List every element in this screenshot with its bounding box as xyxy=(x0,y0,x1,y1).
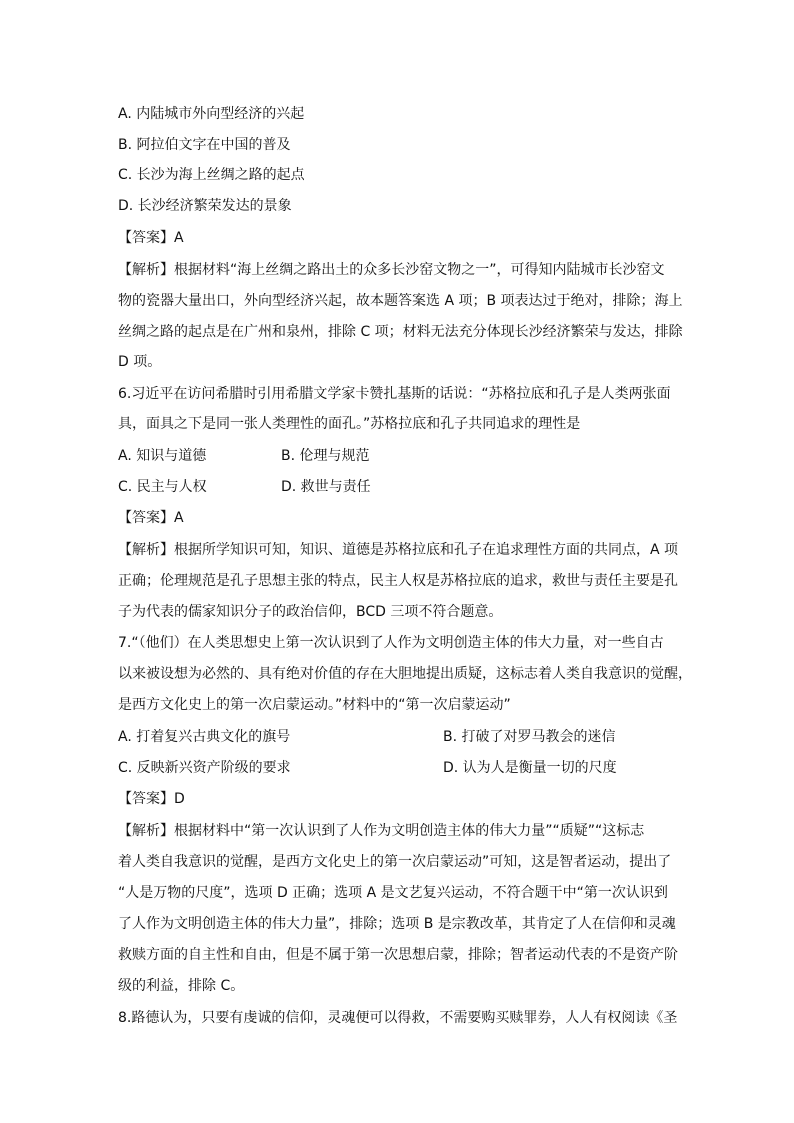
q5-answer: 【答案】A xyxy=(118,230,184,246)
q5-option-a: A. 内陆城市外向型经济的兴起 xyxy=(118,106,305,122)
q6-option-a: A. 知识与道德 xyxy=(118,448,207,464)
q6-stem-line: 6.习近平在访问希腊时引用希腊文学家卡赞扎基斯的话说：“苏格拉底和孔子是人类两张面 xyxy=(118,386,671,402)
q6-analysis-line: 正确；伦理规范是孔子思想主张的特点，民主人权是苏格拉底的追求，救世与责任主要是孔 xyxy=(118,573,678,589)
q7-analysis-line: 级的利益，排除 C。 xyxy=(118,978,245,994)
q7-stem-line: 7.“（他们）在人类思想史上第一次认识到了人作为文明创造主体的伟大力量，对一些自古 xyxy=(118,635,664,651)
q7-option-d: D. 认为人是衡量一切的尺度 xyxy=(443,760,617,776)
q7-analysis-line: 着人类自我意识的觉醒，是西方文化史上的第一次启蒙运动”可知，这是智者运动，提出了 xyxy=(118,854,672,870)
q7-option-b: B. 打破了对罗马教会的迷信 xyxy=(443,729,616,745)
q6-option-c: C. 民主与人权 xyxy=(118,479,207,495)
q5-option-b: B. 阿拉伯文字在中国的普及 xyxy=(118,137,291,153)
q7-option-a: A. 打着复兴古典文化的旗号 xyxy=(118,729,291,745)
q6-answer: 【答案】A xyxy=(118,510,184,526)
q6-analysis-line: 【解析】根据所学知识可知，知识、道德是苏格拉底和孔子在追求理性方面的共同点，A 项 xyxy=(118,542,679,558)
q6-analysis-line: 子为代表的儒家知识分子的政治信仰，BCD 三项不符合题意。 xyxy=(118,604,503,620)
q6-stem-line: 具，面具之下是同一张人类理性的面孔。”苏格拉底和孔子共同追求的理性是 xyxy=(118,416,581,432)
q5-option-c: C. 长沙为海上丝绸之路的起点 xyxy=(118,167,305,183)
q5-analysis-line: 【解析】根据材料“海上丝绸之路出土的众多长沙窑文物之一”，可得知内陆城市长沙窑文 xyxy=(118,262,665,278)
q7-option-c: C. 反映新兴资产阶级的要求 xyxy=(118,760,291,776)
q7-stem-line: 是西方文化史上的第一次启蒙运动。”材料中的“第一次启蒙运动” xyxy=(118,697,511,713)
q7-analysis-line: 救赎方面的自主性和自由，但是不属于第一次思想启蒙，排除；智者运动代表的不是资产阶 xyxy=(118,947,678,963)
q5-analysis-line: D 项。 xyxy=(118,354,162,370)
q5-analysis-line: 物的瓷器大量出口，外向型经济兴起，故本题答案选 A 项；B 项表达过于绝对，排除；海上 xyxy=(118,293,683,309)
q7-answer: 【答案】D xyxy=(118,791,185,807)
q6-option-d: D. 救世与责任 xyxy=(281,479,371,495)
q7-stem-line: 以来被设想为必然的、具有绝对价值的存在大胆地提出质疑，这标志着人类自我意识的觉醒， xyxy=(118,666,692,682)
q5-option-d: D. 长沙经济繁荣发达的景象 xyxy=(118,198,292,214)
q7-analysis-line: 【解析】根据材料中“第一次认识到了人作为文明创造主体的伟大力量”“质疑”“这标志 xyxy=(118,823,645,839)
q6-option-b: B. 伦理与规范 xyxy=(281,448,370,464)
q5-analysis-line: 丝绸之路的起点是在广州和泉州，排除 C 项；材料无法充分体现长沙经济繁荣与发达，排除 xyxy=(118,324,683,340)
q8-stem-line: 8.路德认为，只要有虔诚的信仰，灵魂便可以得救，不需要购买赎罪券，人人有权阅读《圣 xyxy=(118,1010,678,1026)
q7-analysis-line: 了人作为文明创造主体的伟大力量”，排除；选项 B 是宗教改革，其肯定了人在信仰和灵魂 xyxy=(118,916,676,932)
q7-analysis-line: “人是万物的尺度”，选项 D 正确；选项 A 是文艺复兴运动，不符合题干中“第一次认识到 xyxy=(118,885,668,901)
